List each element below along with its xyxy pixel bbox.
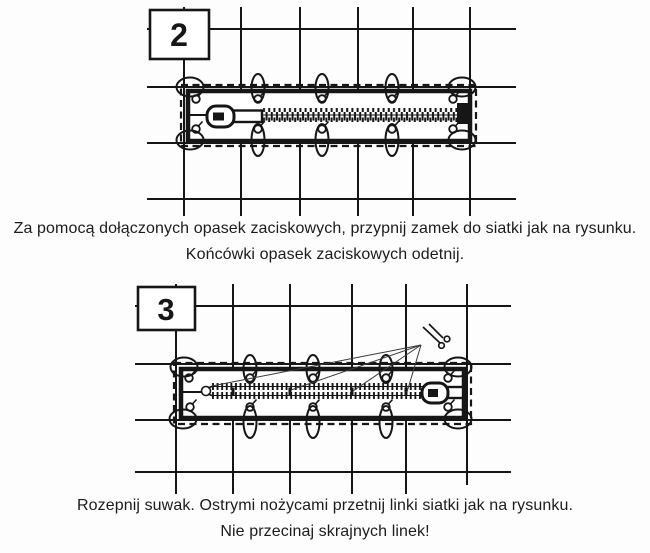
- step-2-caption-line1: Za pomocą dołączonych opasek zaciskowych, przypnij zamek do siatki jak na rysunku.: [13, 220, 637, 237]
- step-3-caption: [0, 493, 650, 544]
- zipper-end-stop: [457, 103, 468, 124]
- step-number-box: [138, 287, 195, 330]
- step-number-box: [150, 10, 209, 59]
- scissors-icon: [423, 324, 450, 348]
- step-3-diagram: [0, 275, 650, 494]
- zipper-teeth: [263, 108, 457, 122]
- step-2-caption: [0, 216, 650, 267]
- step-3-caption-line1: Rozepnij suwak. Ostrymi nożycami przetnij linki siatki jak na rysunku.: [76, 497, 574, 514]
- step-2-diagram: [0, 0, 650, 218]
- step-number: 2: [170, 17, 188, 53]
- step-number: 3: [157, 292, 175, 327]
- step-2-caption-line2: Końcówki opasek zaciskowych odetnij.: [185, 245, 465, 263]
- step-3-caption-line2: Nie przecinaj skrajnych linek!: [220, 522, 430, 540]
